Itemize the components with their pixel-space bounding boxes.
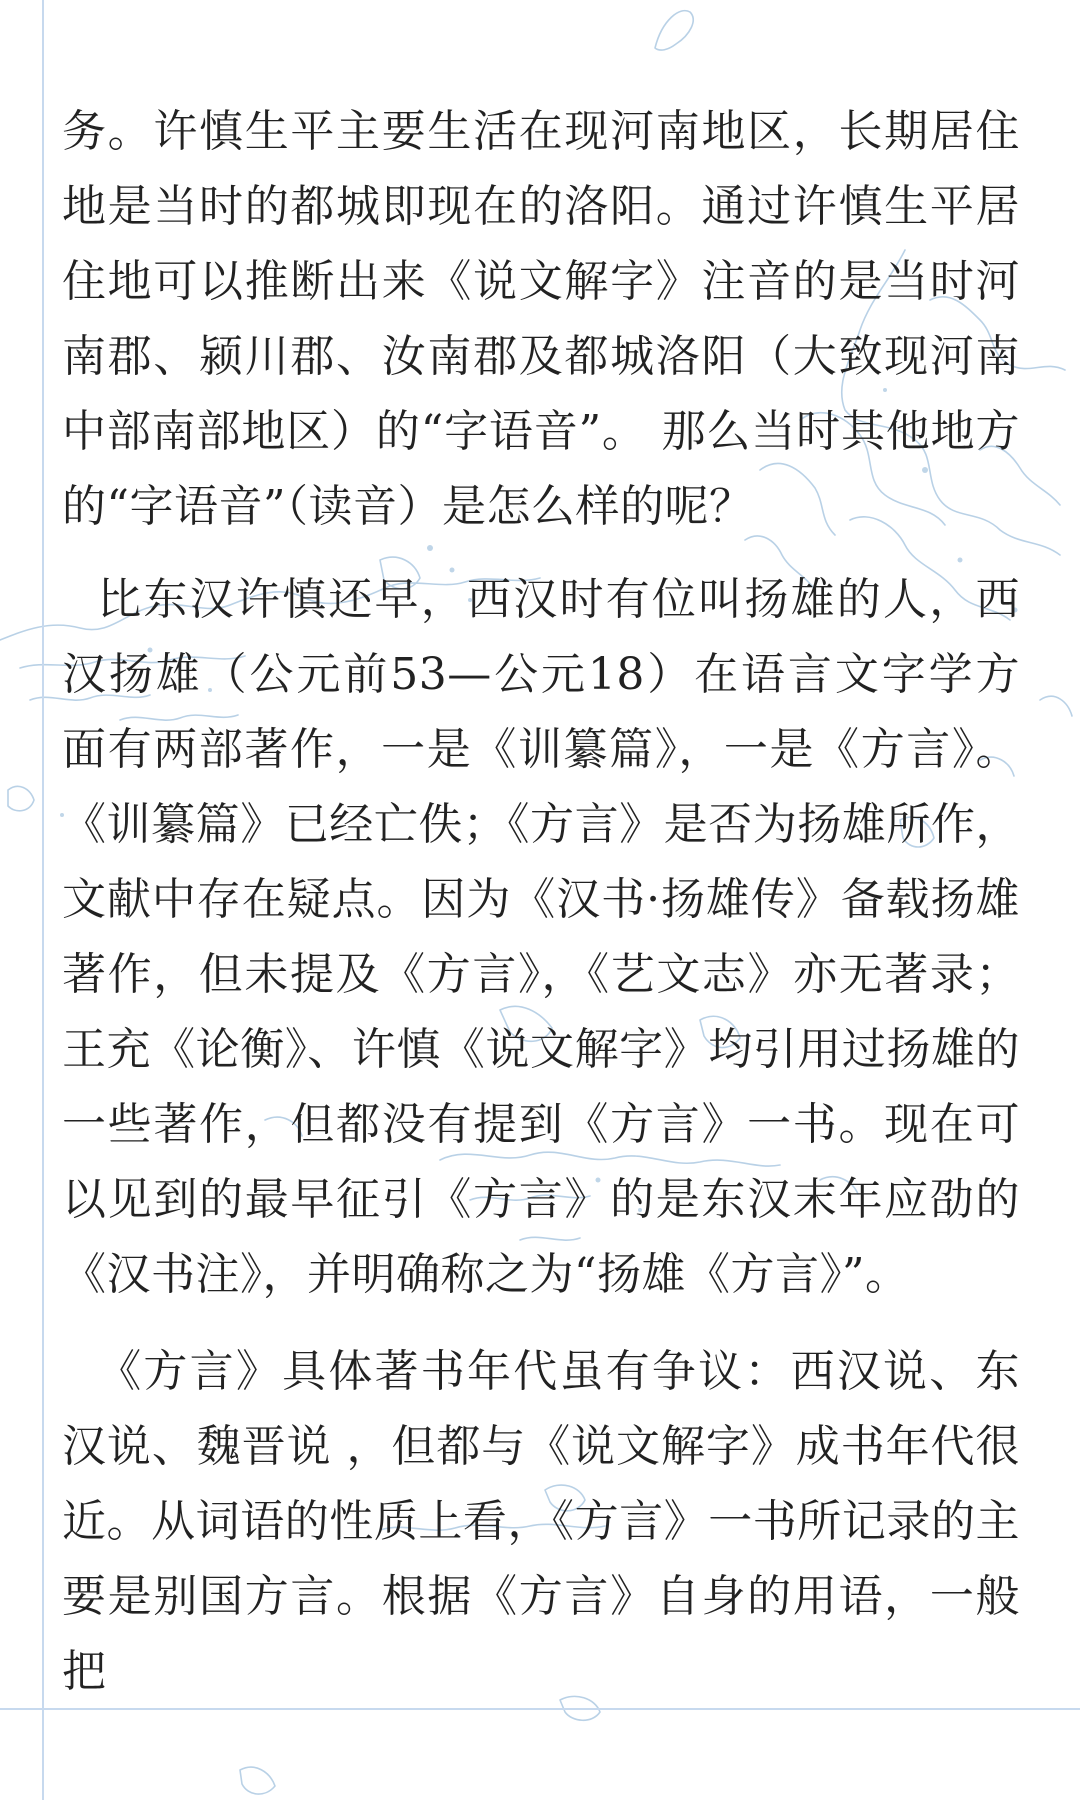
paragraph-3: 《方言》具体著书年代虽有争议：西汉说、东汉说、魏晋说 ，但都与《说文解字》成书年代很近。从词语的性质上看，《方言》一书所记录的主要是别国方言。根据《方言》自身的用语，一般把 bbox=[62, 1346, 1020, 1697]
paragraph-1: 务。许慎生平主要生活在现河南地区，长期居住地是当时的都城即现在的洛阳。通过许慎生平居住地可以推断出来《说文解字》注音的是当时河南郡、颍川郡、汝南郡及都城洛阳（大致现河南中部南部地区）的“字语音”。 那么当时其他地方的“字语音”（读音）是怎么样的呢？ bbox=[62, 106, 1020, 532]
article-body bbox=[62, 94, 1020, 1709]
paragraph-2: 比东汉许慎还早，西汉时有位叫扬雄的人，西汉扬雄（公元前53—公元18）在语言文字学方面有两部著作，一是《训纂篇》，一是《方言》。《训纂篇》已经亡佚；《方言》是否为扬雄所作，文献中存在疑点。因为《汉书·扬雄传》备载扬雄著作，但未提及《方言》，《艺文志》亦无著录；王充《论衡》、许慎《说文解字》均引用过扬雄的一些著作，但都没有提到《方言》一书。现在可以见到的最早征引《方言》的是东汉末年应劭的《汉书注》，并明确称之为“扬雄《方言》”。 bbox=[62, 574, 1020, 1300]
left-margin-rule bbox=[42, 0, 44, 1800]
